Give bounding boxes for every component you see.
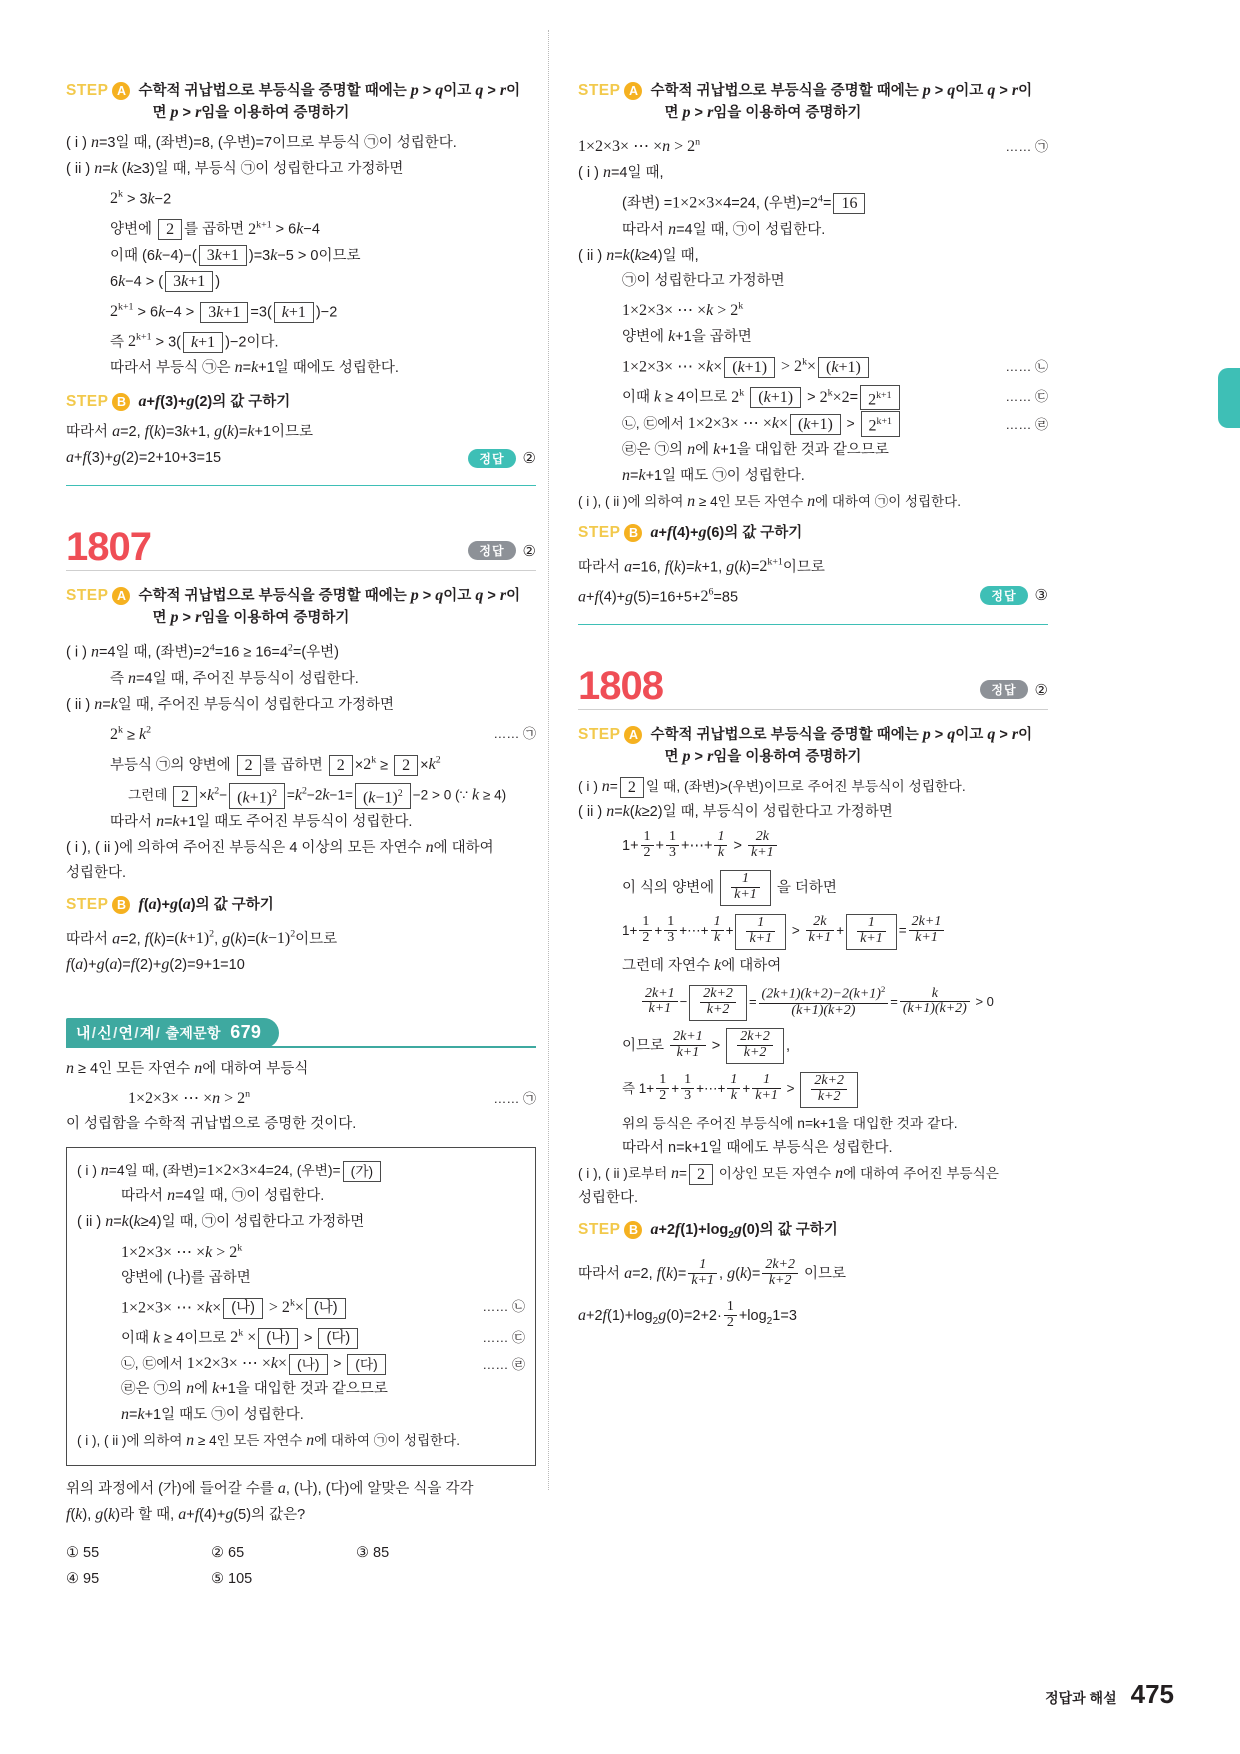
step-b-heading	[66, 391, 536, 413]
choice-item[interactable]	[211, 1540, 356, 1566]
proof-line: 따라서 n=k+1일 때에도 부등식은 성립한다.	[622, 1140, 893, 1157]
proof-line: 따라서 부등식 ㉠은 n=k+1일 때에도 성립한다.	[110, 359, 399, 377]
step-a-text: 수학적 귀납법으로 부등식을 증명할 때에는 p > q이고 q > r이 면 p > r임을 이용하여 증명하기	[650, 82, 1033, 121]
proof-line: ( i ), ( ii )에 의하여 주어진 부등식은 4 이상의 모든 자연수 n에 대하여	[66, 838, 494, 856]
blank-box: $\frac{1}{k+1}$	[846, 914, 897, 950]
blank-box: $(k+1)^2$	[229, 783, 285, 808]
blank-box: 3k+1	[200, 302, 248, 323]
result-line: 따라서 a=2, f(k)=3k+1, g(k)=k+1이므로	[66, 423, 314, 441]
step-label: STEP	[66, 587, 109, 605]
answer-pill-label: 정답	[980, 586, 1027, 605]
step-a-text: 수학적 귀납법으로 부등식을 증명할 때에는 p > q이고 q > r이 면 p > r임을 이용하여 증명하기	[650, 726, 1033, 766]
related-problem-banner	[66, 1018, 279, 1048]
proof-line: ㉣은 ㉠의 n에 k+1을 대입한 것과 같으므로	[622, 440, 889, 458]
equation-ref: …… ㉣	[1005, 417, 1048, 433]
answer-choice: ②	[1034, 681, 1048, 699]
step-b-badge: B	[112, 393, 130, 411]
proof-line: 이므로 $\frac{2k+1}{k+1}$ > $\frac{2k+2}{k+2}$ ,	[578, 1025, 1048, 1067]
answer-pill-label: 정답	[468, 449, 515, 468]
blank-box: k+1	[274, 302, 314, 323]
proof-line: ( i ) n=4일 때, (좌변)$=2^4=16 \ge 16=4^2=$(우변)	[66, 642, 340, 661]
blank-box: (나)	[258, 1328, 298, 1349]
proof-row	[578, 411, 1048, 437]
proof-line: 6k−4 > ( 3k+1 )	[110, 272, 221, 291]
blank-box: 2	[158, 219, 182, 240]
solution-1806-continued	[66, 80, 536, 486]
answer-pill-label: 정답	[980, 680, 1027, 699]
step-label: STEP	[578, 523, 621, 541]
box-row	[77, 1321, 525, 1351]
blank-box: (다)	[347, 1354, 386, 1375]
question-number-row	[578, 665, 1048, 710]
left-column	[66, 80, 536, 1592]
blank-box: $\frac{2k+2}{k+2}$	[800, 1072, 858, 1108]
step-label: STEP	[578, 726, 621, 744]
result-line: 따라서 a=2, $f(k)=(k+1)^2$, $g(k)=(k-1)^2$이므로	[66, 928, 338, 948]
proof-line: 부등식 ㉠의 양변에 2 를 곱하면 $2 \times 2^k \ge 2 \times k^2$	[110, 754, 441, 774]
proof-line: 즉 n=4일 때, 주어진 부등식이 성립한다.	[110, 669, 359, 687]
footer-label: 정답과 해설	[1045, 1690, 1117, 1706]
blank-box: $\frac{2k+2}{k+2}$	[726, 1028, 784, 1064]
result-line: $a+f(4)+g(5)=16+5+2^6=85$	[578, 586, 739, 606]
step-label: STEP	[66, 82, 109, 99]
box-row	[77, 1291, 525, 1321]
question-number-row	[66, 526, 536, 571]
proof-line: 즉 1+ $\frac{1}{2}$ + $\frac{1}{3}$ +⋯+ $\frac{1}{k}$ + $\frac{1}{k+1}$ > $\frac{2k+2}{k+2}$	[578, 1067, 1048, 1111]
choice-mark: ⑤	[211, 1571, 224, 1588]
proof-line: 그런데 $2 \times k^2- (k+1)^2 =k^2-2k-1= (k-1)^2 -2 > 0$ (∵ k ≥ 4)	[128, 785, 507, 807]
choice-text: 55	[83, 1545, 100, 1562]
result-row	[66, 445, 536, 471]
box-line: ㉣은 ㉠의 n에 k+1을 대입한 것과 같으므로	[121, 1380, 388, 1398]
choice-mark: ④	[66, 1571, 79, 1588]
choice-text: 95	[83, 1571, 100, 1588]
proof-line: 양변에 k+1을 곱하면	[622, 327, 752, 345]
related-problem-section	[66, 1018, 536, 1592]
choice-text: 85	[373, 1545, 390, 1562]
proof-line: ( i ), ( ii )로부터 n= 2 이상인 모든 자연수 n에 대하여 주어진 부등식은	[578, 1165, 999, 1184]
blank-box: (나)	[223, 1298, 263, 1319]
proof-line: ㉠이 성립한다고 가정하면	[622, 272, 785, 289]
blank-box: (k+1)	[818, 357, 869, 378]
step-a-heading	[578, 80, 1048, 124]
step-a-badge: A	[624, 726, 642, 744]
choice-mark: ③	[356, 1545, 369, 1562]
step-b-text: $a+2f(1)+\log_2g(0)$의 값 구하기	[650, 1221, 838, 1242]
answer-badge	[468, 541, 536, 568]
blank-box: $\frac{1}{k+1}$	[735, 914, 786, 950]
proof-line: $2^k > 3k-2$	[110, 189, 172, 208]
equation-ref: …… ㉠	[1005, 138, 1048, 154]
page-footer	[1045, 1679, 1174, 1710]
right-column	[578, 80, 1048, 1343]
proof-line: $\frac{2k+1}{k+1}$ − $\frac{2k+2}{k+2}$ = $\frac{(2k+1)(k+2)-2(k+1)^2}{(k+1)(k+2)}$ = $\frac{k}{(k+1)(k+2)}$ > 0	[578, 979, 1048, 1025]
proof-line: 성립한다.	[578, 1190, 639, 1207]
choice-mark: ①	[66, 1545, 79, 1562]
box-line: n=k+1일 때도 ㉠이 성립한다.	[121, 1406, 304, 1424]
proof-line: ( ii ) n=k일 때, 주어진 부등식이 성립한다고 가정하면	[66, 695, 395, 713]
proof-line: ( ii ) n=k(k≥2)일 때, 부등식이 성립한다고 가정하면	[578, 803, 893, 821]
proof-line: ㉡, ㉢에서 1×2×3× ⋯ $\times k\times (k+1) > 2^{k+1}$	[622, 411, 1005, 437]
proof-row	[578, 350, 1048, 380]
proof-line: 1×2×3× ⋯ $\times k\times (k+1) > 2^k\times (k+1)$	[622, 350, 1005, 380]
step-b-heading	[578, 522, 1048, 544]
proof-line: 따라서 n=4일 때, ㉠이 성립한다.	[622, 220, 826, 238]
proof-line: ( ii ) n=k(k≥4)일 때,	[578, 246, 699, 264]
blank-box: (나)	[306, 1298, 346, 1319]
result-line: f(a)+g(a)=f(2)+g(2)=9+1=10	[66, 956, 245, 974]
box-line: ( i ) n=4일 때, (좌변)=1×2×3×4=24, (우변)= (가)	[77, 1158, 525, 1183]
step-a-badge: A	[624, 82, 642, 100]
column-divider	[548, 30, 549, 1490]
proof-line: 양변에 2 를 곱하면 $2^{k+1} > 6k-4$	[110, 219, 320, 239]
solution-1808	[578, 665, 1048, 1343]
proof-line: $2^{k+1} > 6k-4 > 3k+1 =3$( k+1 )−2	[110, 301, 338, 321]
blank-box: 2	[173, 786, 197, 807]
box-line: ( i ), ( ii )에 의하여 n ≥ 4인 모든 자연수 n에 대하여 ㉠이 성립한다.	[77, 1432, 460, 1450]
step-a-badge: A	[112, 82, 130, 100]
blank-box: $2^{k+1}$	[860, 385, 900, 410]
blank-box: (k+1)	[750, 387, 801, 408]
blank-box: (가)	[343, 1161, 382, 1182]
step-a-heading	[66, 80, 536, 124]
problem-equation-row	[66, 1082, 536, 1112]
choice-item[interactable]	[66, 1540, 211, 1566]
blank-box: 3k+1	[165, 271, 213, 292]
equation-ref: …… ㉣	[482, 1357, 525, 1373]
step-a-text: 수학적 귀납법으로 부등식을 증명할 때에는 p > q이고 q > r이 면 p > r임을 이용하여 증명하기	[138, 587, 521, 627]
equation-ref: …… ㉠	[493, 726, 536, 742]
step-label: STEP	[578, 82, 621, 99]
box-line: ㉡, ㉢에서 1×2×3× ⋯ ×k× (나) > (다)	[121, 1351, 482, 1376]
page-edge-tab	[1218, 368, 1240, 428]
step-b-heading	[578, 1219, 1048, 1247]
proof-line: 1×2×3× ⋯ $\times k > 2^k$	[622, 300, 744, 319]
answer-choice: ②	[522, 542, 536, 560]
proof-line: 1+ $\frac{1}{2}$ + $\frac{1}{3}$ +⋯+ $\frac{1}{k}$ + $\frac{1}{k+1}$ > $\frac{2k}{k+1}$ + $\frac{1}{k+1}$ = $\frac{2k+1}{k+1}$	[578, 909, 1048, 953]
result-line: $a+2f(1)+\log_2g(0)=2+2\cdot$ $\frac{1}{2}$ $+\log_21=3$	[578, 1299, 797, 1330]
proof-line: ( ii ) n=k (k≥3)일 때, 부등식 ㉠이 성립한다고 가정하면	[66, 160, 404, 177]
question-number: 1808	[578, 664, 663, 709]
blank-box: 3k+1	[199, 245, 247, 266]
blank-box: 2	[689, 1164, 713, 1185]
problem-equation: 1×2×3× ⋯ $\times n > 2^n$	[128, 1089, 251, 1108]
step-b-badge: B	[112, 896, 130, 914]
problem-intro: n ≥ 4인 모든 자연수 n에 대하여 부등식	[66, 1060, 309, 1078]
equation-ref: …… ㉡	[1005, 358, 1048, 374]
proof-line: $2^k \ge k^2$	[110, 724, 152, 743]
result-line: 따라서 a=16, f(k)=k+1, $g(k)=2^{k+1}$이므로	[578, 556, 825, 575]
equation-ref: …… ㉠	[493, 1090, 536, 1106]
step-a-heading	[578, 724, 1048, 768]
solution-679	[578, 80, 1048, 625]
question-number: 1807	[66, 525, 151, 570]
choice-item[interactable]	[66, 1566, 211, 1592]
proof-line: n=k+1일 때도 ㉠이 성립한다.	[622, 466, 805, 484]
proof-line: 이때 (6k−4)−( 3k+1 )=3k−5 > 0이므로	[110, 246, 361, 265]
problem-prompt: f(k), g(k)라 할 때, a+f(4)+g(5)의 값은?	[66, 1506, 306, 1524]
equation-row	[578, 130, 1048, 160]
step-b-text: a+f(4)+g(6)의 값 구하기	[650, 523, 803, 541]
blank-box: 2	[620, 777, 644, 798]
blank-box: 2	[237, 755, 261, 776]
box-line: 1×2×3× ⋯ ×k× (나) > $2^k\times$ (나)	[121, 1291, 482, 1321]
equation-ref: …… ㉢	[1005, 388, 1048, 404]
step-label: STEP	[66, 895, 109, 913]
proof-line: 1+ $\frac{1}{2}$ + $\frac{1}{3}$ +⋯+ $\frac{1}{k}$ > $\frac{2k}{k+1}$	[578, 825, 1048, 867]
proof-line: 이 식의 양변에 $\frac{1}{k+1}$ 을 더하면	[578, 867, 1048, 909]
answer-pill-label: 정답	[468, 541, 515, 560]
blank-box: (나)	[289, 1354, 328, 1375]
section-divider	[578, 624, 1048, 625]
step-b-text: a+f(3)+g(2)의 값 구하기	[138, 393, 291, 411]
banner-number: 679	[230, 1022, 262, 1043]
blank-box: k+1	[183, 332, 223, 353]
box-line: 1×2×3× ⋯ $\times k > 2^k$	[121, 1242, 243, 1261]
step-label: STEP	[66, 393, 109, 411]
proof-line: 즉 $2^{k+1} > 3$( k+1 )−2이다.	[110, 331, 279, 351]
problem-prompt: 위의 과정에서 (가)에 들어갈 수를 a, (나), (다)에 알맞은 식을 각각	[66, 1480, 474, 1498]
proof-line: 성립한다.	[66, 864, 127, 881]
choice-mark: ②	[211, 1545, 224, 1562]
proof-line: (좌변) =1×2×3×4=24, (우변)$=2^4= 16$	[578, 186, 1048, 216]
proof-line: ( i ) n=3일 때, (좌변)=8, (우변)=7이므로 부등식 ㉠이 성립한다.	[66, 134, 457, 151]
blank-box: $(k-1)^2$	[355, 783, 411, 808]
choice-list	[66, 1540, 536, 1592]
blank-box: 16	[833, 193, 865, 214]
proof-row	[578, 380, 1048, 410]
result-row	[578, 580, 1048, 610]
solution-1807	[66, 526, 536, 978]
result-line: a+f(3)+g(2)=2+10+3=15	[66, 449, 222, 467]
blank-box: (k+1)	[790, 414, 841, 435]
answer-badge	[980, 680, 1048, 707]
section-divider	[66, 485, 536, 486]
step-a-text: 수학적 귀납법으로 부등식을 증명할 때에는 p > q이고 q > r이 면 p > r임을 이용하여 증명하기	[138, 82, 521, 121]
choice-item[interactable]	[356, 1540, 501, 1566]
blank-box: 2	[329, 755, 353, 776]
box-line: 양변에 (나)를 곱하면	[121, 1269, 251, 1286]
problem-box	[66, 1147, 536, 1466]
blank-box: (k+1)	[724, 357, 775, 378]
blank-box: $2^{k+1}$	[861, 411, 901, 436]
blank-box: $\frac{1}{k+1}$	[720, 870, 771, 906]
step-b-heading	[66, 894, 536, 916]
proof-line: ( i ), ( ii )에 의하여 n ≥ 4인 모든 자연수 n에 대하여 ㉠이 성립한다.	[578, 492, 961, 510]
blank-box: 2	[394, 755, 418, 776]
proof-line: ( i ) n= 2 일 때, (좌변)>(우변)이므로 주어진 부등식이 성립한다.	[578, 778, 966, 797]
step-a-heading	[66, 585, 536, 629]
blank-box: $\frac{2k+2}{k+2}$	[689, 985, 747, 1021]
proof-line: 따라서 n=k+1일 때도 주어진 부등식이 성립한다.	[110, 812, 413, 830]
proof-row	[66, 718, 536, 748]
banner-subtitle: 출제문항	[165, 1025, 221, 1042]
page-number: 475	[1130, 1679, 1174, 1709]
box-row	[77, 1351, 525, 1376]
step-b-badge: B	[624, 1221, 642, 1239]
box-line: 따라서 n=4일 때, ㉠이 성립한다.	[121, 1187, 325, 1205]
answer-choice: ③	[1034, 587, 1048, 605]
step-label: STEP	[578, 1221, 621, 1239]
box-line: ( ii ) n=k(k≥4)일 때, ㉠이 성립한다고 가정하면	[77, 1213, 365, 1231]
proof-line: 위의 등식은 주어진 부등식에 n=k+1을 대입한 것과 같다.	[622, 1116, 958, 1132]
proof-line: 그런데 자연수 k에 대하여	[622, 957, 782, 975]
answer-choice: ②	[522, 450, 536, 468]
equation-ref: …… ㉡	[482, 1299, 525, 1315]
problem-intro-2: 이 성립함을 수학적 귀납법으로 증명한 것이다.	[66, 1116, 357, 1133]
proof-line: 이때 k ≥ 4이므로 2$^k$ $(k+1) > 2^k\times 2= 2^{k+1}$	[622, 380, 1005, 410]
step-a-badge: A	[112, 587, 130, 605]
blank-box: (다)	[318, 1328, 358, 1349]
choice-text: 105	[228, 1571, 253, 1588]
equation-ref: …… ㉢	[482, 1329, 525, 1345]
step-b-text: f(a)+g(a)의 값 구하기	[138, 895, 274, 913]
box-line: 이때 k ≥ 4이므로 $2^k$ × (나) > (다)	[121, 1321, 482, 1351]
answer-badge	[980, 586, 1048, 605]
proof-line: ( i ) n=4일 때,	[578, 164, 664, 182]
step-b-badge: B	[624, 524, 642, 542]
proof-line: 1×2×3× ⋯ $\times n > 2^n$	[578, 137, 701, 156]
banner-title: 내/신/연/계/	[76, 1025, 161, 1043]
result-line: 따라서 a=2, f(k)= $\frac{1}{k+1}$ , g(k)= $\frac{2k+2}{k+2}$ 이므로	[578, 1257, 847, 1288]
choice-item[interactable]	[211, 1566, 356, 1592]
answer-badge	[468, 449, 536, 468]
choice-text: 65	[228, 1545, 245, 1562]
